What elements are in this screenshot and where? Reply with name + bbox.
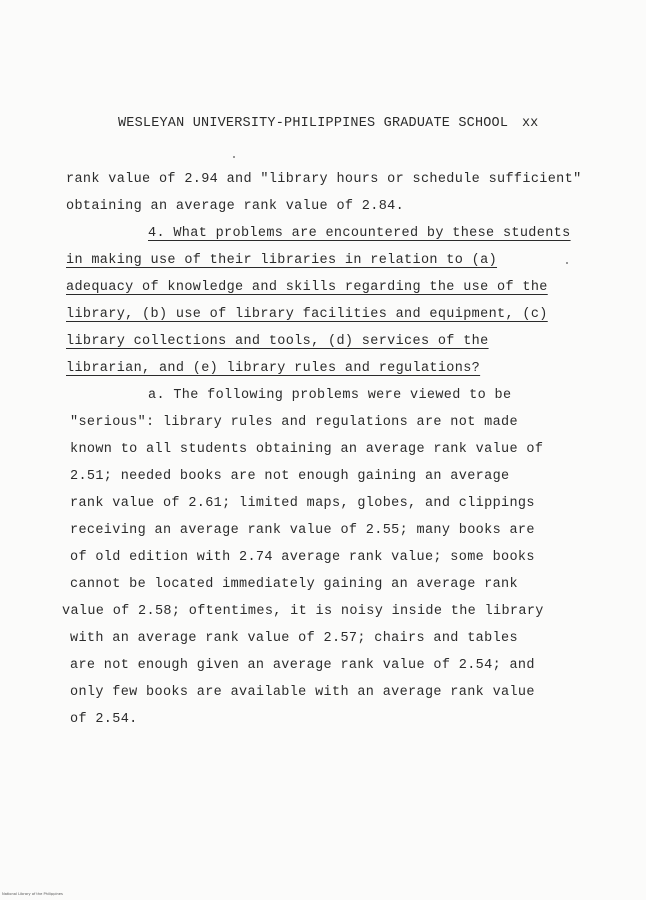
page-header: WESLEYAN UNIVERSITY-PHILIPPINES GRADUATE SCHOOL xyxy=(118,116,509,131)
page-number: xx xyxy=(522,116,539,131)
body-line: are not enough given an average rank value of 2.54; and xyxy=(70,658,535,673)
body-line: known to all students obtaining an average rank value of xyxy=(70,442,544,457)
body-line: a. The following problems were viewed to be xyxy=(148,388,512,403)
scan-footer: National Library of the Philippines xyxy=(2,892,63,896)
question-heading-line: librarian, and (e) library rules and regulations? xyxy=(66,361,481,376)
body-line: receiving an average rank value of 2.55; many books are xyxy=(70,523,535,538)
question-heading-line: library, (b) use of library facilities and equipment, (c) xyxy=(66,307,548,322)
body-line: of old edition with 2.74 average rank value; some books xyxy=(70,550,535,565)
question-heading-line: library collections and tools, (d) services of the xyxy=(66,334,489,349)
body-line: cannot be located immediately gaining an average rank xyxy=(70,577,518,592)
body-line: with an average rank value of 2.57; chairs and tables xyxy=(70,631,518,646)
question-heading-line: in making use of their libraries in relation to (a) xyxy=(66,253,498,268)
body-line: rank value of 2.94 and "library hours or schedule sufficient" xyxy=(66,172,582,187)
body-line: only few books are available with an average rank value xyxy=(70,685,535,700)
scan-speck xyxy=(233,156,235,158)
question-heading-line: adequacy of knowledge and skills regarding the use of the xyxy=(66,280,548,295)
body-line: of 2.54. xyxy=(70,712,138,727)
body-line: rank value of 2.61; limited maps, globes, and clippings xyxy=(70,496,535,511)
body-line: obtaining an average rank value of 2.84. xyxy=(66,199,405,214)
question-heading-line: 4. What problems are encountered by these students xyxy=(148,226,571,241)
body-line: 2.51; needed books are not enough gaining an average xyxy=(70,469,510,484)
scan-speck xyxy=(566,262,568,264)
body-line: value of 2.58; oftentimes, it is noisy inside the library xyxy=(62,604,544,619)
body-line: "serious": library rules and regulations are not made xyxy=(70,415,518,430)
